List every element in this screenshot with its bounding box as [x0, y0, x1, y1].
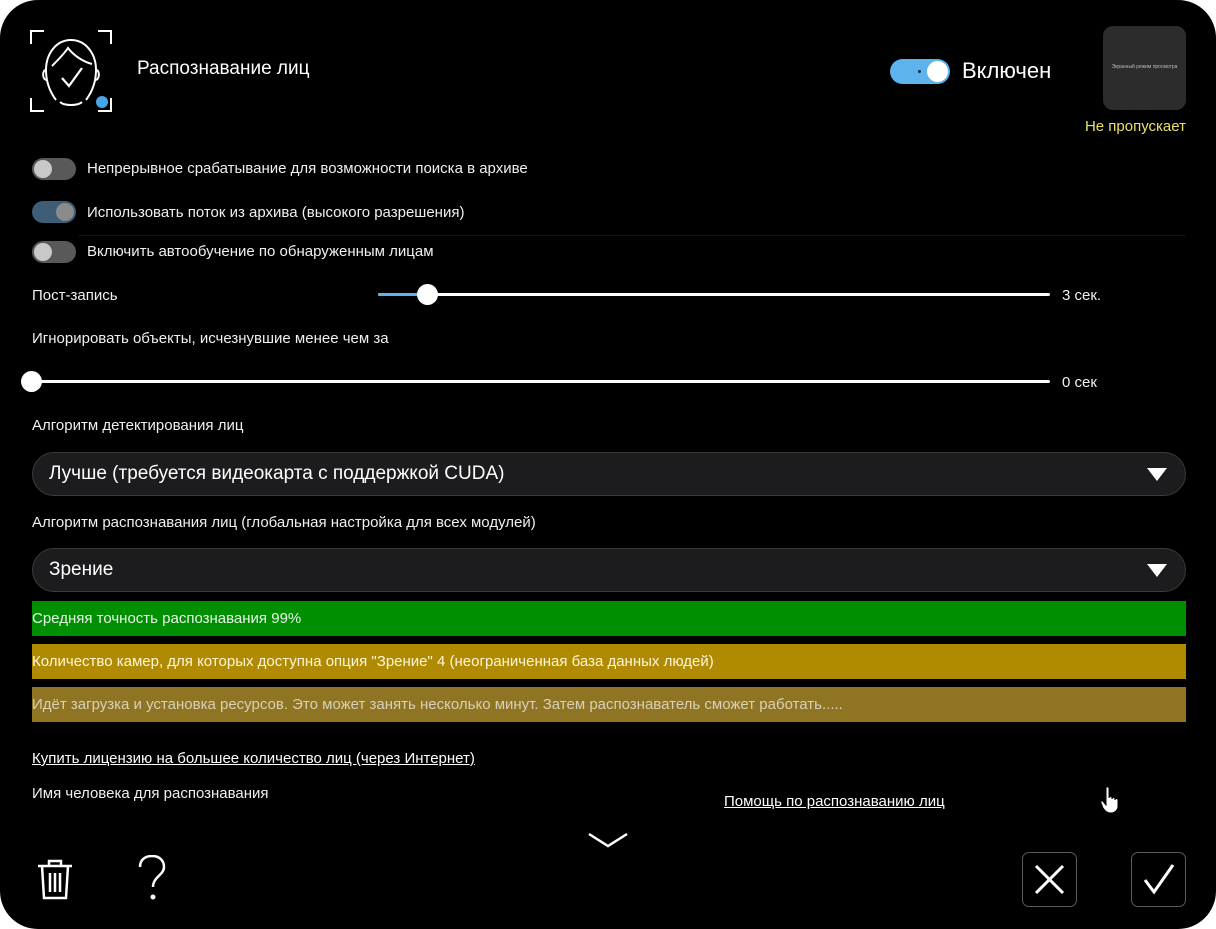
check-icon	[1132, 853, 1185, 906]
detection-label: Алгоритм детектирования лиц	[32, 417, 244, 434]
camera-thumbnail[interactable]	[1103, 26, 1186, 110]
thumbnail-status: Не пропускает	[1084, 118, 1186, 135]
question-icon[interactable]	[136, 855, 168, 903]
accuracy-info-text: Средняя точность распознавания 99%	[32, 610, 302, 627]
post-record-track[interactable]	[378, 293, 1050, 296]
switch-knob	[34, 160, 52, 178]
close-icon	[1023, 853, 1076, 906]
buy-license-link[interactable]: Купить лицензию на большее количество лиц (через Интернет)	[32, 750, 475, 767]
trash-icon[interactable]	[36, 858, 74, 902]
confirm-button[interactable]	[1131, 852, 1186, 907]
recognition-algorithm-select[interactable]	[32, 548, 1186, 592]
cancel-button[interactable]	[1022, 852, 1077, 907]
ignore-value: 0 сек	[1062, 374, 1097, 391]
loading-info-text: Идёт загрузка и установка ресурсов. Это может занять несколько минут. Затем распознаватель сможет работать.....	[32, 696, 843, 713]
post-record-value: 3 сек.	[1062, 287, 1102, 304]
help-link[interactable]: Помощь по распознаванию лиц	[724, 793, 945, 810]
toggle-dot	[918, 70, 921, 73]
camera-count-info-bar	[32, 644, 1186, 679]
camera-count-info-text: Количество камер, для которых доступна опция "Зрение" 4 (неограниченная база данных людей)	[32, 653, 714, 670]
ignore-label: Игнорировать объекты, исчезнувшие менее чем за	[32, 330, 389, 347]
switch-auto-learning-label: Включить автообучение по обнаруженным лицам	[87, 243, 434, 260]
thumbnail-caption: Экранный режим просмотра	[1111, 64, 1178, 70]
switch-archive-stream-label: Использовать поток из архива (высокого разрешения)	[87, 204, 465, 221]
module-enable-toggle[interactable]	[890, 59, 950, 84]
divider	[78, 235, 1186, 236]
chevron-down-icon[interactable]	[587, 830, 629, 850]
switch-knob	[56, 203, 74, 221]
post-record-slider-thumb[interactable]	[417, 284, 438, 305]
ignore-slider-thumb[interactable]	[21, 371, 42, 392]
switch-continuous-trigger[interactable]	[32, 158, 76, 180]
accuracy-info-bar	[32, 601, 1186, 636]
dropdown-arrow-icon	[1147, 468, 1167, 481]
detection-selected-value: Лучше (требуется видеокарта с поддержкой CUDA)	[49, 463, 505, 484]
post-record-label: Пост-запись	[32, 287, 118, 304]
recognition-label: Алгоритм распознавания лиц (глобальная настройка для всех модулей)	[32, 514, 536, 531]
person-name-label: Имя человека для распознавания	[32, 785, 269, 802]
ignore-track[interactable]	[32, 380, 1050, 383]
toggle-state-label: Включен	[962, 58, 1052, 83]
switch-archive-stream[interactable]	[32, 201, 76, 223]
page-title: Распознавание лиц	[137, 58, 310, 79]
switch-knob	[34, 243, 52, 261]
face-check-icon	[30, 30, 112, 112]
toggle-knob	[927, 61, 948, 82]
switch-auto-learning[interactable]	[32, 241, 76, 263]
hand-cursor-icon	[1100, 786, 1122, 814]
dropdown-arrow-icon	[1147, 564, 1167, 577]
detection-algorithm-select[interactable]	[32, 452, 1186, 496]
switch-continuous-trigger-label: Непрерывное срабатывание для возможности поиска в архиве	[87, 160, 528, 177]
recognition-selected-value: Зрение	[49, 559, 114, 580]
loading-info-bar	[32, 687, 1186, 722]
